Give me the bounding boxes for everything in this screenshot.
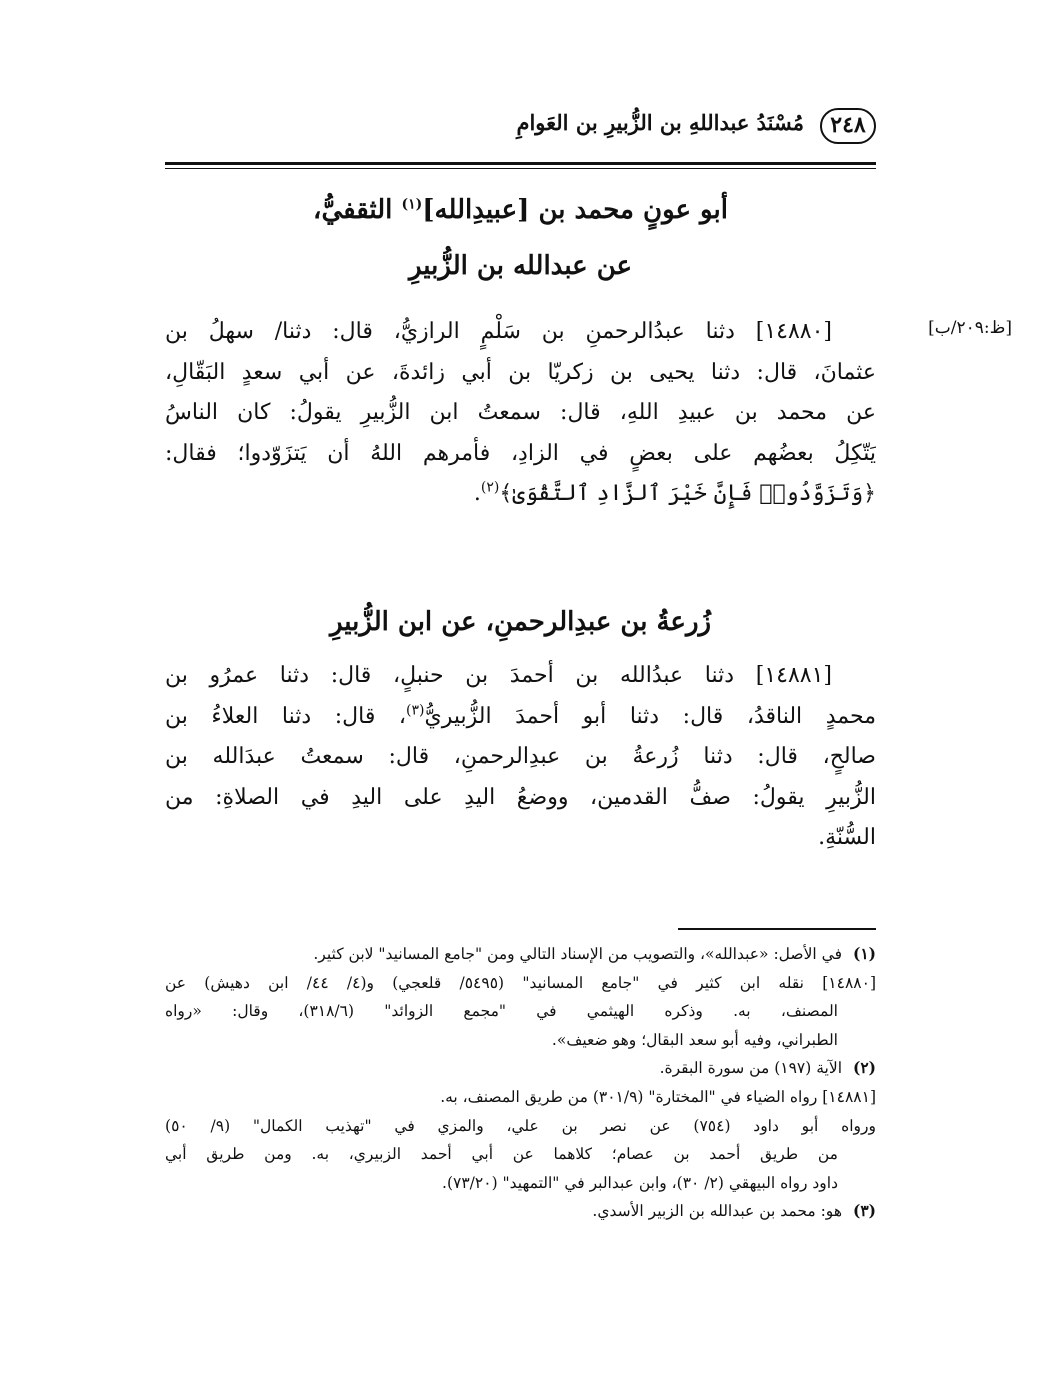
footnote-label: (٣) [852, 1201, 876, 1221]
quran-line-end: . [473, 481, 481, 506]
section-title-end: الثقفيُّ، [313, 195, 402, 225]
text-line: صالحٍ، قال: دثنا زُرعةُ بن عبدِالرحمنِ، قال: سمعتُ عبدَالله بن [165, 744, 876, 769]
text-line: [١٤٨٨٠] دثنا عبدُالرحمنِ بن سَلْمٍ الرازيُّ، قال: دثنا/ سهلُ بن [165, 319, 832, 344]
takhrij-14880-line: المصنف، به. وذكره الهيثمي في "مجمع الزوائد" (٣١٨/٦)، وقال: «رواه [165, 1002, 838, 1021]
hadith-14880 [165, 312, 876, 515]
quran-line [165, 474, 876, 515]
manuscript-folio-note: [ظ:٢٠٩/ب] [928, 318, 1012, 338]
footnote-label: (٢) [852, 1058, 876, 1078]
takhrij-14880-line: [١٤٨٨٠] نقله ابن كثير في "جامع المسانيد" (٥٤٩٥/ قلعجي) و(٤/ ٤٤/ ابن دهيش) عن [165, 973, 876, 992]
text-line: الزُّبيرِ يقولُ: صفُّ القدمين، ووضعُ اليدِ على اليدِ في الصلاةِ: من [165, 784, 876, 810]
text-line: يَتّكِلُ بعضُهم على بعضٍ في الزادِ، فأمرهم اللهُ أن يَتزَوّدوا؛ فقال: [165, 440, 876, 466]
footnote-ref-2[interactable]: (٢) [480, 479, 500, 496]
footnote-ref-1[interactable]: (١) [401, 196, 423, 213]
footnote-text: في الأصل: «عبدالله»، والتصويب من الإسناد التالي ومن "جامع المسانيد" لابن كثير. [313, 945, 842, 963]
takhrij-14881-line: من طريق أحمد بن عصام؛ كلاهما عن أبي أحمد الزبيري، به. ومن طريق أبي [165, 1145, 838, 1164]
takhrij-14881-line: داود رواه البيهقي (٢/ ٣٠)، وابن عبدالبر في "التمهيد" (٧٣/٢٠). [442, 1173, 838, 1192]
section-title-abu-awn [165, 188, 876, 232]
text-segment: محمدٍ الناقدُ، قال: دثنا أبو أحمدَ الزُّبيريُّ [424, 703, 876, 729]
text-line: [١٤٨٨١] دثنا عبدُالله بن أحمدَ بن حنبلٍ، قال: دثنا عمرُو بن [165, 663, 832, 688]
text-line: عن محمد بن عبيدِ اللهِ، قال: سمعتُ ابن الزُّبيرِ يقولُ: كان الناسُ [165, 400, 876, 425]
takhrij-14881-line: [١٤٨٨١] رواه الضياء في "المختارة" (٣٠١/٩) من طريق المصنف، به. [440, 1087, 876, 1106]
section-title-text: أبو عونٍ محمد بن [عبيدِالله] [422, 195, 728, 225]
footnote-1 [165, 940, 876, 969]
header-rule-thin [165, 168, 876, 169]
section-title-zuraa: زُرعةُ بن عبدِالرحمنِ، عن ابن الزُّبيرِ [329, 607, 712, 637]
takhrij-14880-line: الطبراني، وفيه أبو سعد البقال؛ وهو ضعيف». [551, 1030, 838, 1049]
quran-verse: ﴿وَتَزَوَّدُوا۟ فَإِنَّ خَيْرَ ٱلزَّادِ ٱلتَّقْوَىٰ﴾ [499, 481, 876, 506]
section-subtitle-abu-awn: عن عبدالله بن الزُّبيرِ [408, 251, 633, 281]
text-line: عثمانَ، قال: دثنا يحيى بن زكريّا بن أبي زائدةَ، عن أبي سعدٍ البَقّالِ، [165, 359, 876, 385]
running-header [165, 104, 876, 154]
footnotes [165, 940, 876, 1226]
footnote-text: الآية (١٩٧) من سورة البقرة. [659, 1059, 842, 1078]
text-line [165, 697, 876, 738]
takhrij-14881-line: ورواه أبو داود (٧٥٤) عن نصر بن علي، والمزي في "تهذيب الكمال" (٩/ ٥٠) [165, 1116, 876, 1135]
footnote-label: (١) [852, 944, 876, 963]
footnote-ref-3[interactable]: (٣) [406, 702, 425, 719]
text-line: السُّنّةِ. [818, 825, 876, 850]
text-segment: ، قال: دثنا العلاءُ بن [165, 703, 407, 729]
footnote-3 [165, 1197, 876, 1226]
page-number: ٢٤٨ [820, 108, 876, 144]
footnote-2 [165, 1054, 876, 1083]
running-title: مُسْنَدُ عبداللهِ بن الزُّبيرِ بن العَوامِ [516, 110, 804, 135]
header-rule-thick [165, 162, 876, 165]
hadith-14881 [165, 656, 876, 859]
footnote-text: هو: محمد بن عبدالله بن الزبير الأسدي. [592, 1202, 842, 1221]
footnote-rule [678, 928, 876, 930]
